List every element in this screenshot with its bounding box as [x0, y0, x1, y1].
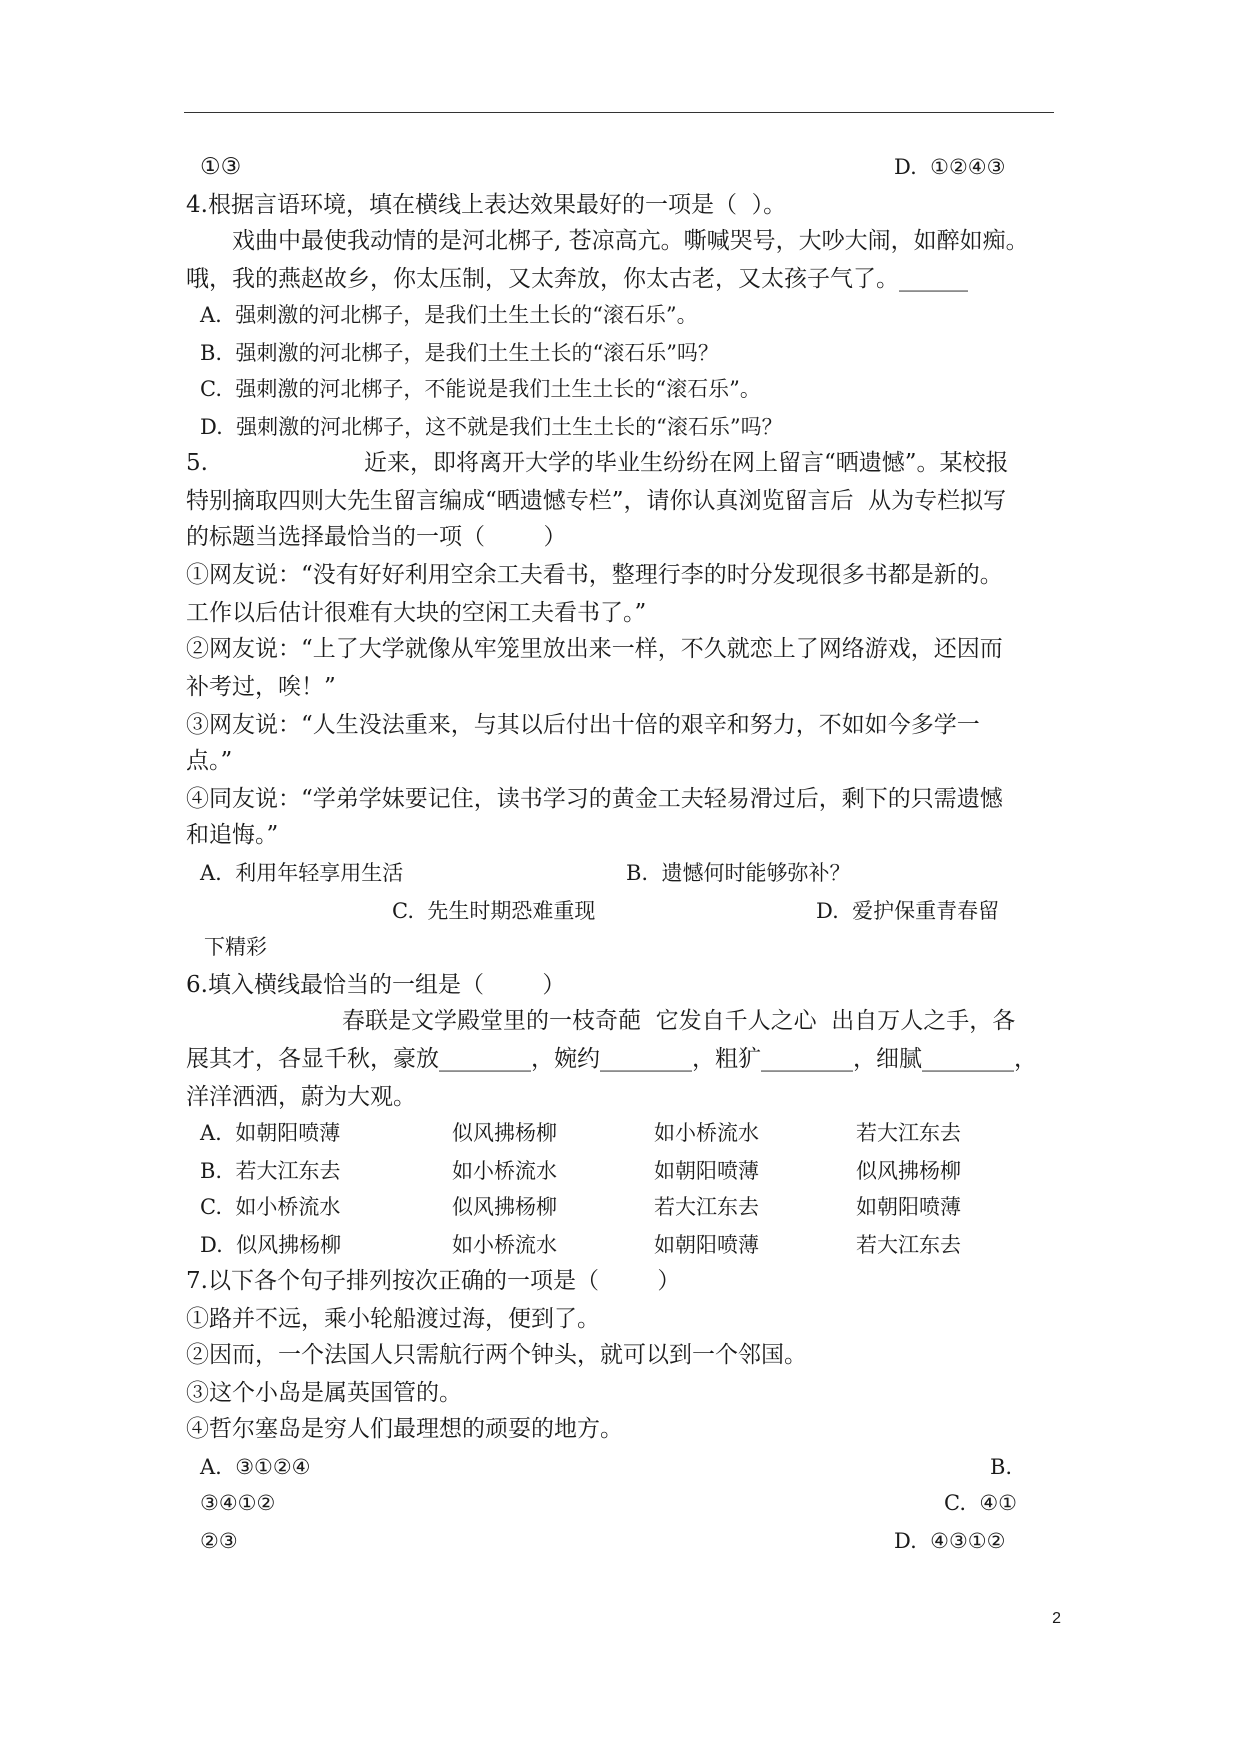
q5-number: 5. — [186, 450, 208, 476]
q6-passage-line-2: 展其才，各显千秋，豪放________，婉约________，粗犷________，细腻________， — [186, 1046, 1037, 1072]
q6-stem: 6.填入横线最恰当的一组是（ ） — [186, 972, 566, 998]
q6-option-c-4: 如朝阳喷薄 — [856, 1195, 961, 1219]
q6-option-d-1: D. 似风拂杨柳 — [200, 1233, 342, 1257]
q7-option-c-continued: ②③ — [200, 1529, 238, 1553]
q6-option-a-4: 若大江东去 — [856, 1121, 961, 1145]
q7-option-b-continued: ③④①② — [200, 1491, 276, 1515]
q6-option-c-3: 若大江东去 — [654, 1195, 759, 1219]
q4-passage-line-1: 戏曲中最使我动情的是河北梆子, 苍凉高亢。嘶喊哭号，大吵大闹，如醉如痴。 — [232, 228, 1029, 254]
q4-passage-line-2: 哦，我的燕赵故乡，你太压制，又太奔放，你太古老，又太孩子气了。______ — [186, 266, 968, 292]
q6-option-c-1: C. 如小桥流水 — [200, 1195, 341, 1219]
q6-option-b-3: 如朝阳喷薄 — [654, 1159, 759, 1183]
q5-item-line: 补考过，唉！” — [186, 674, 336, 700]
q3-option-d: D. ①②④③ — [894, 155, 1006, 179]
q4-stem: 4.根据言语环境，填在横线上表达效果最好的一项是（ ）。 — [186, 192, 787, 218]
q4-option-c: C. 强刺激的河北梆子，不能说是我们土生土长的“滚石乐”。 — [200, 377, 761, 401]
page-number: 2 — [1052, 1610, 1061, 1627]
q5-stem-line-1: 近来，即将离开大学的毕业生纷纷在网上留言“晒遗憾”。某校报 — [364, 450, 1009, 476]
q5-item-line: ②网友说：“上了大学就像从牢笼里放出来一样，不久就恋上了网络游戏，还因而 — [186, 636, 1003, 662]
q5-item-line: ③网友说：“人生没法重来，与其以后付出十倍的艰辛和努力，不如如今多学一 — [186, 712, 980, 738]
q7-option-d: D. ④③①② — [894, 1529, 1006, 1553]
q5-item-line: 和追悔。” — [186, 822, 279, 848]
q6-option-a-2: 似风拂杨柳 — [452, 1121, 557, 1145]
q7-stem: 7.以下各个句子排列按次正确的一项是（ ） — [186, 1268, 681, 1294]
q5-option-c: C. 先生时期恐难重现 — [392, 899, 596, 923]
q7-item: ④哲尔塞岛是穷人们最理想的顽耍的地方。 — [186, 1416, 623, 1442]
q6-option-c-2: 似风拂杨柳 — [452, 1195, 557, 1219]
q6-option-d-2: 如小桥流水 — [452, 1233, 557, 1257]
q6-option-a-3: 如小桥流水 — [654, 1121, 759, 1145]
q5-option-a: A. 利用年轻享用生活 — [200, 861, 404, 885]
q7-option-a: A. ③①②④ — [200, 1455, 311, 1479]
q3-option-c-tail: ①③ — [200, 154, 242, 180]
q6-option-b-2: 如小桥流水 — [452, 1159, 557, 1183]
q6-option-a-1: A. 如朝阳喷薄 — [200, 1121, 341, 1145]
q5-item-line: 工作以后估计很难有大块的空闲工夫看书了。” — [186, 600, 647, 626]
q6-passage-line-3: 洋洋洒洒，蔚为大观。 — [186, 1084, 416, 1110]
q5-option-d-continued: 下精彩 — [204, 935, 267, 959]
q7-item: ③这个小岛是属英国管的。 — [186, 1380, 462, 1406]
q7-option-b: B. — [990, 1455, 1013, 1479]
q4-option-d: D. 强刺激的河北梆子，这不就是我们土生土长的“滚石乐”吗？ — [200, 415, 783, 439]
q7-item: ①路并不远，乘小轮船渡过海，便到了。 — [186, 1306, 600, 1332]
q6-option-b-1: B. 若大江东去 — [200, 1159, 341, 1183]
q6-option-b-4: 似风拂杨柳 — [856, 1159, 961, 1183]
q6-option-d-4: 若大江东去 — [856, 1233, 961, 1257]
q4-option-b: B. 强刺激的河北梆子，是我们土生土长的“滚石乐”吗？ — [200, 341, 719, 365]
header-rule — [184, 112, 1054, 113]
q5-stem-line-3: 的标题当选择最恰当的一项（ ） — [186, 524, 567, 550]
q5-option-d: D. 爱护保重青春留 — [816, 899, 1000, 923]
q5-item-line: ④同友说：“学弟学妹要记住，读书学习的黄金工夫轻易滑过后，剩下的只需遗憾 — [186, 786, 1003, 812]
q5-item-line: 点。” — [186, 748, 233, 774]
q6-option-d-3: 如朝阳喷薄 — [654, 1233, 759, 1257]
q5-stem-line-2: 特别摘取四则大先生留言编成“晒遗憾专栏”，请你认真浏览留言后 从为专栏拟写 — [186, 488, 1007, 514]
q5-item-line: ①网友说：“没有好好利用空余工夫看书，整理行李的时分发现很多书都是新的。 — [186, 562, 1003, 588]
q7-item: ②因而，一个法国人只需航行两个钟头，就可以到一个邻国。 — [186, 1342, 807, 1368]
q7-option-c: C. ④① — [944, 1491, 1017, 1515]
q5-option-b: B. 遗憾何时能够弥补？ — [626, 861, 851, 885]
q4-option-a: A. 强刺激的河北梆子，是我们土生土长的“滚石乐”。 — [200, 303, 698, 327]
q6-passage-line-1: 春联是文学殿堂里的一枝奇葩 它发自千人之心 出自万人之手，各 — [342, 1008, 1016, 1034]
